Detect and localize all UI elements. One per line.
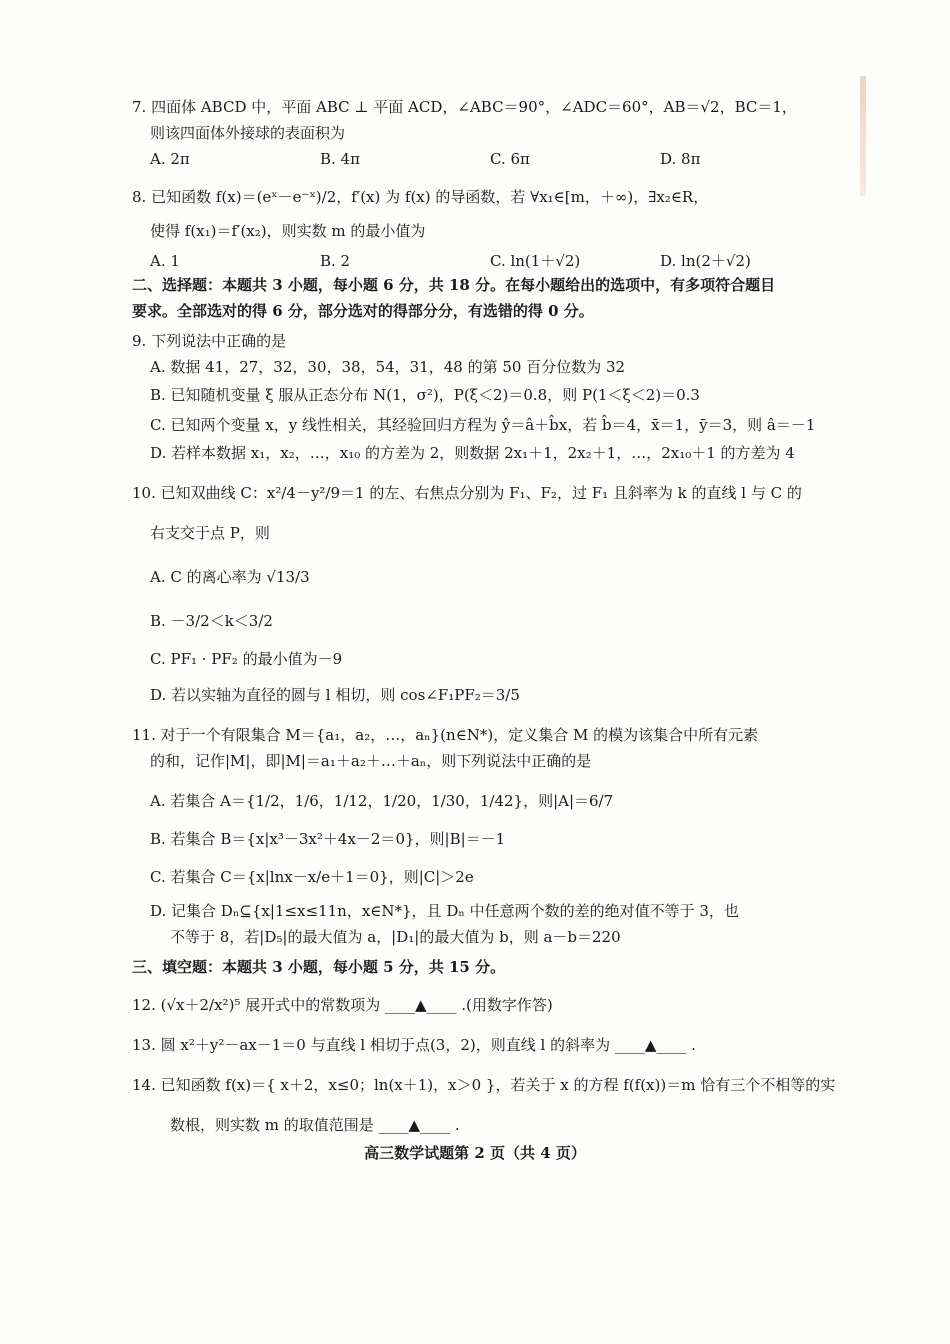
q7-option-a: A. 2π xyxy=(150,150,190,168)
q9-option-a: A. 数据 41，27，32，30，38，54，31，48 的第 50 百分位数为 32 xyxy=(150,358,626,376)
q7-stem-line2: 则该四面体外接球的表面积为 xyxy=(150,124,346,142)
q11-option-c: C. 若集合 C＝{x|lnx－x/e＋1＝0}，则|C|＞2e xyxy=(150,868,474,886)
q9-option-c: C. 已知两个变量 x，y 线性相关，其经验回归方程为 ŷ＝â＋b̂x，若 b̂＝4，x̄＝1，ȳ＝3，则 â＝－1 xyxy=(150,416,816,434)
q8-option-d: D. ln(2＋√2) xyxy=(660,252,751,270)
q8-options xyxy=(150,250,830,272)
q9-option-d: D. 若样本数据 x₁，x₂，…，x₁₀ 的方差为 2，则数据 2x₁＋1，2x₂＋1，…，2x₁₀＋1 的方差为 4 xyxy=(150,444,795,462)
q8-stem-line2: 使得 f(x₁)＝f′(x₂)，则实数 m 的最小值为 xyxy=(150,222,426,240)
q8-option-a: A. 1 xyxy=(150,252,180,270)
q10-option-d: D. 若以实轴为直径的圆与 l 相切，则 cos∠F₁PF₂＝3/5 xyxy=(150,686,520,704)
q10-stem-line2: 右支交于点 P，则 xyxy=(150,524,270,542)
q10-option-b: B. －3/2＜k＜3/2 xyxy=(150,612,273,630)
q7-options xyxy=(150,148,830,170)
section2-heading-line1: 二、选择题：本题共 3 小题，每小题 6 分，共 18 分。在每小题给出的选项中，有多项符合题目 xyxy=(132,276,776,294)
section2-heading-line2: 要求。全部选对的得 6 分，部分选对的得部分分，有选错的得 0 分。 xyxy=(132,302,594,320)
q7-stem-line1: 7. 四面体 ABCD 中，平面 ABC ⊥ 平面 ACD，∠ABC＝90°，∠ADC＝60°，AB＝√2，BC＝1， xyxy=(132,98,797,116)
q11-option-b: B. 若集合 B＝{x|x³－3x²＋4x－2＝0}，则|B|＝－1 xyxy=(150,830,506,848)
scan-edge-mark xyxy=(860,76,866,196)
q11-stem-line2: 的和，记作|M|，即|M|＝a₁＋a₂＋…＋aₙ，则下列说法中正确的是 xyxy=(150,752,592,770)
page-footer: 高三数学试题第 2 页（共 4 页） xyxy=(364,1144,586,1162)
q11-option-d-line1: D. 记集合 Dₙ⊆{x|1≤x≤11n，x∈N*}，且 Dₙ 中任意两个数的差的绝对值不等于 3，也 xyxy=(150,902,739,920)
q8-option-b: B. 2 xyxy=(320,252,351,270)
q7-option-c: C. 6π xyxy=(490,150,530,168)
q9-option-b: B. 已知随机变量 ξ 服从正态分布 N(1，σ²)，P(ξ＜2)＝0.8，则 P(1＜ξ＜2)＝0.3 xyxy=(150,386,700,404)
q11-option-a: A. 若集合 A＝{1/2，1/6，1/12，1/20，1/30，1/42}，则|A|＝6/7 xyxy=(150,792,614,810)
q7-option-b: B. 4π xyxy=(320,150,360,168)
q11-stem-line1: 11. 对于一个有限集合 M＝{a₁，a₂，…，aₙ}(n∈N*)，定义集合 M 的模为该集合中所有元素 xyxy=(132,726,759,744)
q14-line1: 14. 已知函数 f(x)＝{ x＋2，x≤0；ln(x＋1)，x＞0 }，若关于 x 的方程 f(f(x))＝m 恰有三个不相等的实 xyxy=(132,1076,836,1094)
q13-text: 13. 圆 x²＋y²－ax－1＝0 与直线 l 相切于点(3，2)，则直线 l 的斜率为 ____▲____ . xyxy=(132,1036,696,1054)
q8-option-c: C. ln(1＋√2) xyxy=(490,252,581,270)
q7-option-d: D. 8π xyxy=(660,150,701,168)
q10-option-c: C. PF₁ · PF₂ 的最小值为－9 xyxy=(150,650,343,668)
q14-line2: 数根，则实数 m 的取值范围是 ____▲____ . xyxy=(170,1116,460,1134)
q8-stem-line1: 8. 已知函数 f(x)＝(eˣ－e⁻ˣ)/2，f′(x) 为 f(x) 的导函数，若 ∀x₁∈[m，＋∞)，∃x₂∈R， xyxy=(132,188,709,206)
q11-option-d-line2: 不等于 8，若|D₅|的最大值为 a，|D₁|的最大值为 b，则 a－b＝220 xyxy=(170,928,621,946)
section3-heading: 三、填空题：本题共 3 小题，每小题 5 分，共 15 分。 xyxy=(132,958,506,976)
q10-option-a: A. C 的离心率为 √13/3 xyxy=(150,568,310,586)
q12-text: 12. (√x＋2/x²)⁵ 展开式中的常数项为 ____▲____ .(用数字作答) xyxy=(132,996,553,1014)
q9-stem: 9. 下列说法中正确的是 xyxy=(132,332,287,350)
q10-stem-line1: 10. 已知双曲线 C：x²/4－y²/9＝1 的左、右焦点分别为 F₁、F₂，过 F₁ 且斜率为 k 的直线 l 与 C 的 xyxy=(132,484,802,502)
